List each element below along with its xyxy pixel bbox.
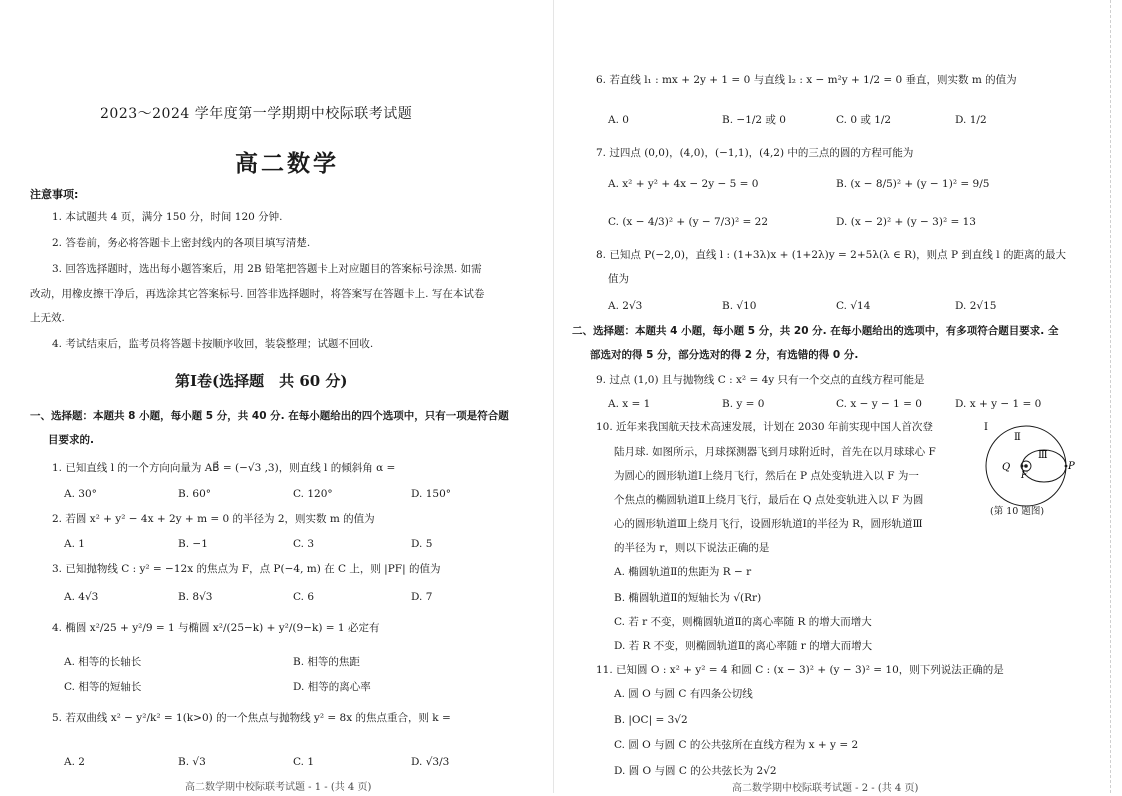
- left-page-footer: 高二数学期中校际联考试题 - 1 - (共 4 页): [185, 782, 372, 793]
- question-6-option-d: D. 1/2: [955, 114, 987, 126]
- point-p: [1065, 465, 1068, 468]
- volume-heading: 第Ⅰ卷(选择题 共 60 分): [175, 372, 348, 390]
- question-7-option-a: A. x² + y² + 4x − 2y − 5 = 0: [608, 178, 759, 190]
- label-i: Ⅰ: [984, 422, 988, 433]
- question-3-option-d: D. 7: [411, 591, 433, 603]
- label-q: Q: [1002, 462, 1011, 473]
- note-1: 1. 本试题共 4 页，满分 150 分，时间 120 分钟.: [52, 211, 283, 223]
- question-1-option-b: B. 60°: [178, 488, 212, 500]
- note-2: 2. 答卷前，务必将答题卡上密封线内的各项目填写清楚.: [52, 237, 311, 249]
- question-8-stem-cont: 值为: [608, 273, 629, 285]
- question-8-option-a: A. 2√3: [608, 300, 643, 312]
- question-2-stem: 2. 若圆 x² + y² − 4x + 2y + m = 0 的半径为 2，则实数 m 的值为: [52, 513, 375, 525]
- label-p: P: [1068, 461, 1075, 472]
- question-4-option-d: D. 相等的离心率: [293, 681, 371, 693]
- question-4-option-c: C. 相等的短轴长: [64, 681, 142, 693]
- question-5-option-d: D. √3/3: [411, 756, 450, 768]
- question-4-stem: 4. 椭圆 x²/25 + y²/9 = 1 与椭圆 x²/(25−k) + y²/(9−k) = 1 必定有: [52, 622, 380, 634]
- question-8-option-b: B. √10: [722, 300, 757, 312]
- question-5-stem: 5. 若双曲线 x² − y²/k² = 1(k>0) 的一个焦点与抛物线 y² = 8x 的焦点重合，则 k =: [52, 712, 451, 724]
- question-3-option-c: C. 6: [293, 591, 315, 603]
- subject-title: 高二数学: [235, 151, 339, 177]
- question-11-option-a: A. 圆 O 与圆 C 有四条公切线: [614, 688, 753, 700]
- note-3: 3. 回答选择题时，选出每小题答案后，用 2B 铅笔把答题卡上对应题目的答案标号涂黑. 如需: [52, 263, 482, 275]
- question-5-option-c: C. 1: [293, 756, 315, 768]
- question-5-option-b: B. √3: [178, 756, 206, 768]
- question-5-option-a: A. 2: [64, 756, 85, 768]
- focus-point: [1024, 464, 1028, 468]
- notes-heading: 注意事项:: [30, 188, 79, 201]
- question-11-option-b: B. |OC| = 3√2: [614, 714, 688, 726]
- question-8-option-d: D. 2√15: [955, 300, 997, 312]
- question-3-stem: 3. 已知抛物线 C : y² = −12x 的焦点为 F，点 P(−4, m) 在 C 上，则 |PF| 的值为: [52, 563, 441, 575]
- right-page-footer: 高二数学期中校际联考试题 - 2 - (共 4 页): [732, 783, 919, 794]
- question-6-stem: 6. 若直线 l₁ : mx + 2y + 1 = 0 与直线 l₂ : x − m²y + 1/2 = 0 垂直，则实数 m 的值为: [596, 74, 1017, 86]
- question-7-stem: 7. 过四点 (0,0)，(4,0)，(−1,1)，(4,2) 中的三点的圆的方程可能为: [596, 147, 914, 159]
- question-9-option-d: D. x + y − 1 = 0: [955, 398, 1042, 410]
- note-4: 4. 考试结束后，监考员将答题卡按顺序收回，装袋整理；试题不回收.: [52, 338, 374, 350]
- question-2-option-a: A. 1: [64, 538, 85, 550]
- question-10-line-2: 陆月球. 如图所示，月球探测器飞到月球附近时，首先在以月球球心 F: [614, 446, 936, 458]
- question-10-option-c: C. 若 r 不变，则椭圆轨道Ⅱ的离心率随 R 的增大而增大: [614, 616, 872, 628]
- question-4-option-a: A. 相等的长轴长: [64, 656, 142, 668]
- page-gutter: [553, 0, 554, 793]
- section-2-heading: 二、选择题：本题共 4 小题，每小题 5 分，共 20 分. 在每小题给出的选项中，有多项符合题目要求. 全: [572, 325, 1059, 337]
- question-11-stem: 11. 已知圆 O : x² + y² = 4 和圆 C : (x − 3)² + (y − 3)² = 10，则下列说法正确的是: [596, 664, 1004, 676]
- question-4-option-b: B. 相等的焦距: [293, 656, 360, 668]
- question-1-option-c: C. 120°: [293, 488, 333, 500]
- question-10-line-3: 为圆心的圆形轨道Ⅰ上绕月飞行，然后在 P 点处变轨进入以 F 为一: [614, 470, 919, 482]
- binding-margin-line: [1110, 0, 1112, 793]
- question-6-option-b: B. −1/2 或 0: [722, 114, 786, 126]
- question-10-line-4: 个焦点的椭圆轨道Ⅱ上绕月飞行，最后在 Q 点处变轨进入以 F 为圆: [614, 494, 924, 506]
- question-6-option-c: C. 0 或 1/2: [836, 114, 892, 126]
- note-3-end: 上无效.: [30, 312, 65, 324]
- question-3-option-b: B. 8√3: [178, 591, 213, 603]
- exam-title: 2023～2024 学年度第一学期期中校际联考试题: [100, 106, 413, 122]
- question-8-option-c: C. √14: [836, 300, 871, 312]
- section-1-heading-cont: 目要求的.: [48, 434, 94, 446]
- question-10-option-b: B. 椭圆轨道Ⅱ的短轴长为 √(Rr): [614, 592, 762, 604]
- question-2-option-b: B. −1: [178, 538, 208, 550]
- question-9-option-a: A. x = 1: [608, 398, 651, 410]
- question-6-option-a: A. 0: [608, 114, 629, 126]
- question-8-stem: 8. 已知点 P(−2,0)，直线 l : (1+3λ)x + (1+2λ)y = 2+5λ(λ ∈ R)，则点 P 到直线 l 的距离的最大: [596, 249, 1066, 261]
- label-f: F: [1021, 471, 1028, 481]
- question-1-option-a: A. 30°: [64, 488, 97, 500]
- question-10-option-a: A. 椭圆轨道Ⅱ的焦距为 R − r: [614, 566, 752, 578]
- question-9-option-b: B. y = 0: [722, 398, 765, 410]
- question-10-line-5: 心的圆形轨道Ⅲ上绕月飞行，设圆形轨道Ⅰ的半径为 R，圆形轨道Ⅲ: [614, 518, 923, 530]
- section-2-heading-cont: 部选对的得 5 分，部分选对的得 2 分，有选错的得 0 分.: [590, 349, 859, 361]
- figure-caption: (第 10 题图): [990, 506, 1045, 517]
- question-7-option-d: D. (x − 2)² + (y − 3)² = 13: [836, 216, 976, 228]
- question-9-stem: 9. 过点 (1,0) 且与抛物线 C : x² = 4y 只有一个交点的直线方程可能是: [596, 374, 925, 386]
- question-2-option-c: C. 3: [293, 538, 315, 550]
- note-3-cont: 改动，用橡皮擦干净后，再选涂其它答案标号. 回答非选择题时，将答案写在答题卡上. 写在本试卷: [30, 288, 485, 300]
- question-11-option-c: C. 圆 O 与圆 C 的公共弦所在直线方程为 x + y = 2: [614, 739, 859, 751]
- question-10-option-d: D. 若 R 不变，则椭圆轨道Ⅱ的离心率随 r 的增大而增大: [614, 640, 873, 652]
- question-3-option-a: A. 4√3: [64, 591, 99, 603]
- question-7-option-c: C. (x − 4/3)² + (y − 7/3)² = 22: [608, 216, 769, 228]
- section-1-heading: 一、选择题：本题共 8 小题，每小题 5 分，共 40 分. 在每小题给出的四个选项中，只有一项是符合题: [30, 410, 509, 422]
- label-iii: Ⅲ: [1038, 450, 1048, 461]
- question-7-option-b: B. (x − 8/5)² + (y − 1)² = 9/5: [836, 178, 990, 190]
- question-9-option-c: C. x − y − 1 = 0: [836, 398, 922, 410]
- question-10-line-1: 10. 近年来我国航天技术高速发展，计划在 2030 年前实现中国人首次登: [596, 421, 933, 433]
- label-ii: Ⅱ: [1014, 432, 1021, 443]
- question-11-option-d: D. 圆 O 与圆 C 的公共弦长为 2√2: [614, 765, 777, 777]
- point-q: [1021, 465, 1024, 468]
- question-10-line-6: 的半径为 r，则以下说法正确的是: [614, 542, 770, 554]
- question-1-stem: 1. 已知直线 l 的一个方向向量为 AB⃗ = (−√3 ,3)，则直线 l 的倾斜角 α =: [52, 462, 396, 474]
- question-1-option-d: D. 150°: [411, 488, 452, 500]
- question-2-option-d: D. 5: [411, 538, 433, 550]
